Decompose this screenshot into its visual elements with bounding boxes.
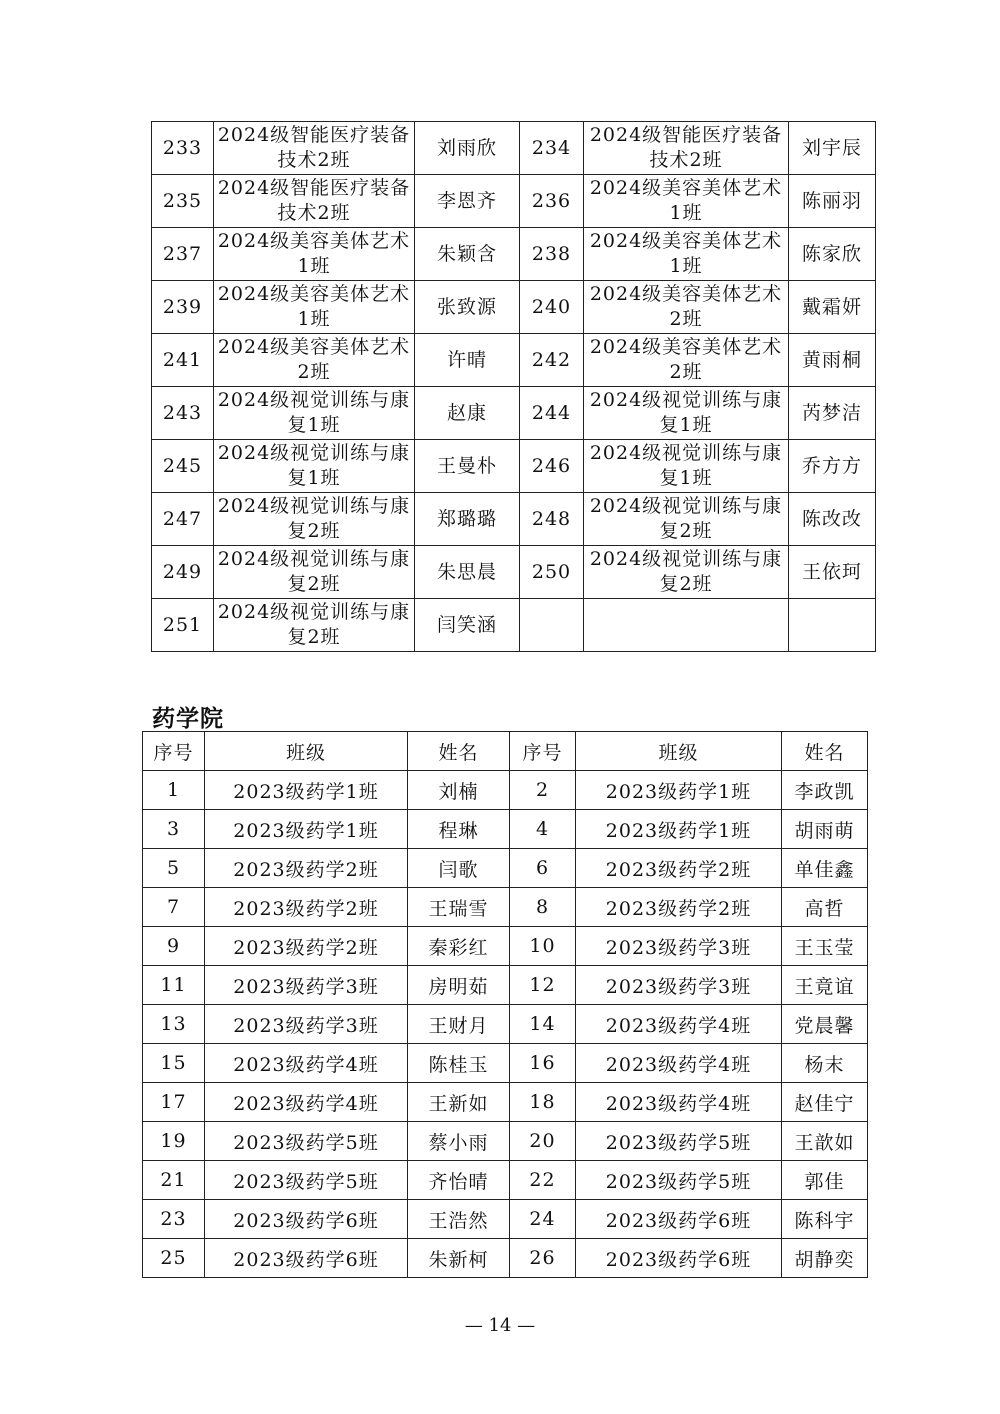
class-cell: 2024级视觉训练与康复2班	[584, 546, 789, 599]
row-number-cell: 6	[510, 849, 576, 888]
row-number-cell: 238	[520, 228, 584, 281]
class-cell: 2024级智能医疗装备技术2班	[584, 122, 789, 175]
table-row	[143, 1200, 868, 1239]
student-name-cell: 李恩齐	[415, 175, 520, 228]
student-name-cell: 刘楠	[408, 771, 510, 810]
section-title: 药学院	[152, 706, 224, 732]
student-name-cell: 李政凯	[782, 771, 868, 810]
row-number-cell: 235	[152, 175, 214, 228]
class-cell: 2023级药学3班	[576, 966, 782, 1005]
student-name-cell: 朱思晨	[415, 546, 520, 599]
header-cell-no: 序号	[510, 732, 576, 771]
student-name-cell: 单佳鑫	[782, 849, 868, 888]
row-number-cell: 7	[143, 888, 205, 927]
class-cell: 2024级视觉训练与康复1班	[584, 440, 789, 493]
row-number-cell: 26	[510, 1239, 576, 1278]
row-number-cell	[520, 599, 584, 652]
student-name-cell: 党晨馨	[782, 1005, 868, 1044]
class-cell: 2023级药学4班	[205, 1044, 408, 1083]
row-number-cell: 243	[152, 387, 214, 440]
continued-roster-table	[151, 121, 876, 652]
class-cell: 2023级药学3班	[205, 966, 408, 1005]
class-cell: 2023级药学2班	[576, 888, 782, 927]
student-name-cell: 郭佳	[782, 1161, 868, 1200]
class-cell: 2024级视觉训练与康复1班	[214, 440, 415, 493]
table-row	[143, 1161, 868, 1200]
table-row	[152, 599, 876, 652]
row-number-cell: 5	[143, 849, 205, 888]
student-name-cell: 闫笑涵	[415, 599, 520, 652]
class-cell: 2024级视觉训练与康复1班	[214, 387, 415, 440]
class-cell: 2023级药学4班	[205, 1083, 408, 1122]
row-number-cell: 18	[510, 1083, 576, 1122]
row-number-cell: 15	[143, 1044, 205, 1083]
class-cell: 2023级药学5班	[205, 1161, 408, 1200]
class-cell: 2024级美容美体艺术1班	[214, 281, 415, 334]
student-name-cell: 王歆如	[782, 1122, 868, 1161]
class-cell: 2024级美容美体艺术1班	[584, 228, 789, 281]
student-name-cell: 闫歌	[408, 849, 510, 888]
table-row	[143, 888, 868, 927]
table-row	[152, 493, 876, 546]
student-name-cell: 王财月	[408, 1005, 510, 1044]
student-name-cell: 朱新柯	[408, 1239, 510, 1278]
row-number-cell: 1	[143, 771, 205, 810]
row-number-cell: 251	[152, 599, 214, 652]
class-cell: 2023级药学3班	[576, 927, 782, 966]
header-cell-name: 姓名	[782, 732, 868, 771]
table-row	[143, 927, 868, 966]
student-name-cell: 陈丽羽	[789, 175, 876, 228]
row-number-cell: 12	[510, 966, 576, 1005]
table-row	[152, 175, 876, 228]
table-row	[152, 387, 876, 440]
student-name-cell: 王新如	[408, 1083, 510, 1122]
table-row	[143, 1122, 868, 1161]
row-number-cell: 241	[152, 334, 214, 387]
student-name-cell: 房明茹	[408, 966, 510, 1005]
class-cell: 2023级药学3班	[205, 1005, 408, 1044]
row-number-cell: 9	[143, 927, 205, 966]
row-number-cell: 11	[143, 966, 205, 1005]
student-name-cell: 杨末	[782, 1044, 868, 1083]
student-name-cell: 赵康	[415, 387, 520, 440]
table-row	[143, 1044, 868, 1083]
class-cell: 2024级视觉训练与康复2班	[214, 493, 415, 546]
row-number-cell: 2	[510, 771, 576, 810]
row-number-cell: 24	[510, 1200, 576, 1239]
class-cell: 2024级智能医疗装备技术2班	[214, 122, 415, 175]
student-name-cell: 许晴	[415, 334, 520, 387]
class-cell: 2023级药学1班	[205, 810, 408, 849]
student-name-cell: 陈桂玉	[408, 1044, 510, 1083]
header-cell-class: 班级	[205, 732, 408, 771]
class-cell: 2024级美容美体艺术2班	[214, 334, 415, 387]
row-number-cell: 3	[143, 810, 205, 849]
class-cell: 2023级药学5班	[576, 1161, 782, 1200]
row-number-cell: 246	[520, 440, 584, 493]
row-number-cell: 237	[152, 228, 214, 281]
row-number-cell: 242	[520, 334, 584, 387]
row-number-cell: 233	[152, 122, 214, 175]
class-cell: 2023级药学6班	[205, 1239, 408, 1278]
student-name-cell: 王竟谊	[782, 966, 868, 1005]
student-name-cell: 陈科宇	[782, 1200, 868, 1239]
header-cell-name: 姓名	[408, 732, 510, 771]
table-row	[143, 1239, 868, 1278]
student-name-cell: 高哲	[782, 888, 868, 927]
pharmacy-roster-body	[143, 771, 868, 1278]
student-name-cell: 赵佳宁	[782, 1083, 868, 1122]
header-row	[143, 732, 868, 771]
table-row	[152, 546, 876, 599]
table-row	[152, 334, 876, 387]
class-cell: 2023级药学4班	[576, 1044, 782, 1083]
table-row	[143, 849, 868, 888]
class-cell: 2024级美容美体艺术2班	[584, 334, 789, 387]
student-name-cell: 乔方方	[789, 440, 876, 493]
row-number-cell: 19	[143, 1122, 205, 1161]
student-name-cell: 芮梦洁	[789, 387, 876, 440]
row-number-cell: 247	[152, 493, 214, 546]
header-cell-class: 班级	[576, 732, 782, 771]
student-name-cell: 王依珂	[789, 546, 876, 599]
table-row	[143, 771, 868, 810]
student-name-cell: 郑璐璐	[415, 493, 520, 546]
row-number-cell: 21	[143, 1161, 205, 1200]
row-number-cell: 248	[520, 493, 584, 546]
table-row	[152, 440, 876, 493]
table-row	[143, 1083, 868, 1122]
row-number-cell: 234	[520, 122, 584, 175]
student-name-cell: 蔡小雨	[408, 1122, 510, 1161]
class-cell: 2023级药学2班	[205, 888, 408, 927]
student-name-cell: 黄雨桐	[789, 334, 876, 387]
student-name-cell: 陈改改	[789, 493, 876, 546]
class-cell: 2023级药学6班	[576, 1200, 782, 1239]
class-cell: 2023级药学1班	[576, 771, 782, 810]
student-name-cell: 王瑞雪	[408, 888, 510, 927]
student-name-cell: 刘雨欣	[415, 122, 520, 175]
class-cell: 2023级药学6班	[576, 1239, 782, 1278]
student-name-cell: 秦彩红	[408, 927, 510, 966]
student-name-cell: 王曼朴	[415, 440, 520, 493]
class-cell: 2024级智能医疗装备技术2班	[214, 175, 415, 228]
row-number-cell: 16	[510, 1044, 576, 1083]
student-name-cell: 王玉莹	[782, 927, 868, 966]
class-cell: 2023级药学2班	[576, 849, 782, 888]
continued-roster-body	[152, 122, 876, 652]
student-name-cell: 胡雨萌	[782, 810, 868, 849]
table-row	[152, 122, 876, 175]
student-name-cell: 胡静奕	[782, 1239, 868, 1278]
row-number-cell: 22	[510, 1161, 576, 1200]
row-number-cell: 14	[510, 1005, 576, 1044]
class-cell: 2023级药学1班	[205, 771, 408, 810]
row-number-cell: 244	[520, 387, 584, 440]
class-cell: 2024级美容美体艺术2班	[584, 281, 789, 334]
class-cell: 2023级药学5班	[576, 1122, 782, 1161]
row-number-cell: 250	[520, 546, 584, 599]
row-number-cell: 17	[143, 1083, 205, 1122]
class-cell: 2023级药学4班	[576, 1083, 782, 1122]
class-cell: 2023级药学1班	[576, 810, 782, 849]
class-cell: 2024级视觉训练与康复2班	[584, 493, 789, 546]
page-number: — 14 —	[464, 1315, 536, 1336]
student-name-cell: 戴霜妍	[789, 281, 876, 334]
row-number-cell: 240	[520, 281, 584, 334]
class-cell: 2024级视觉训练与康复1班	[584, 387, 789, 440]
row-number-cell: 10	[510, 927, 576, 966]
row-number-cell: 25	[143, 1239, 205, 1278]
student-name-cell: 刘宇辰	[789, 122, 876, 175]
row-number-cell: 20	[510, 1122, 576, 1161]
row-number-cell: 236	[520, 175, 584, 228]
table-row	[143, 810, 868, 849]
class-cell: 2024级美容美体艺术1班	[214, 228, 415, 281]
class-cell: 2023级药学6班	[205, 1200, 408, 1239]
pharmacy-roster-table	[142, 731, 868, 1278]
table-row	[143, 1005, 868, 1044]
student-name-cell: 朱颖含	[415, 228, 520, 281]
row-number-cell: 23	[143, 1200, 205, 1239]
class-cell: 2023级药学2班	[205, 849, 408, 888]
student-name-cell: 程琳	[408, 810, 510, 849]
row-number-cell: 239	[152, 281, 214, 334]
row-number-cell: 13	[143, 1005, 205, 1044]
student-name-cell	[789, 599, 876, 652]
class-cell: 2023级药学2班	[205, 927, 408, 966]
class-cell: 2023级药学5班	[205, 1122, 408, 1161]
class-cell: 2024级视觉训练与康复2班	[214, 546, 415, 599]
row-number-cell: 245	[152, 440, 214, 493]
row-number-cell: 249	[152, 546, 214, 599]
header-cell-no: 序号	[143, 732, 205, 771]
student-name-cell: 陈家欣	[789, 228, 876, 281]
table-row	[152, 281, 876, 334]
class-cell	[584, 599, 789, 652]
table-row	[143, 966, 868, 1005]
student-name-cell: 齐怡晴	[408, 1161, 510, 1200]
student-name-cell: 王浩然	[408, 1200, 510, 1239]
class-cell: 2024级视觉训练与康复2班	[214, 599, 415, 652]
class-cell: 2024级美容美体艺术1班	[584, 175, 789, 228]
class-cell: 2023级药学4班	[576, 1005, 782, 1044]
table-row	[152, 228, 876, 281]
row-number-cell: 8	[510, 888, 576, 927]
student-name-cell: 张致源	[415, 281, 520, 334]
row-number-cell: 4	[510, 810, 576, 849]
